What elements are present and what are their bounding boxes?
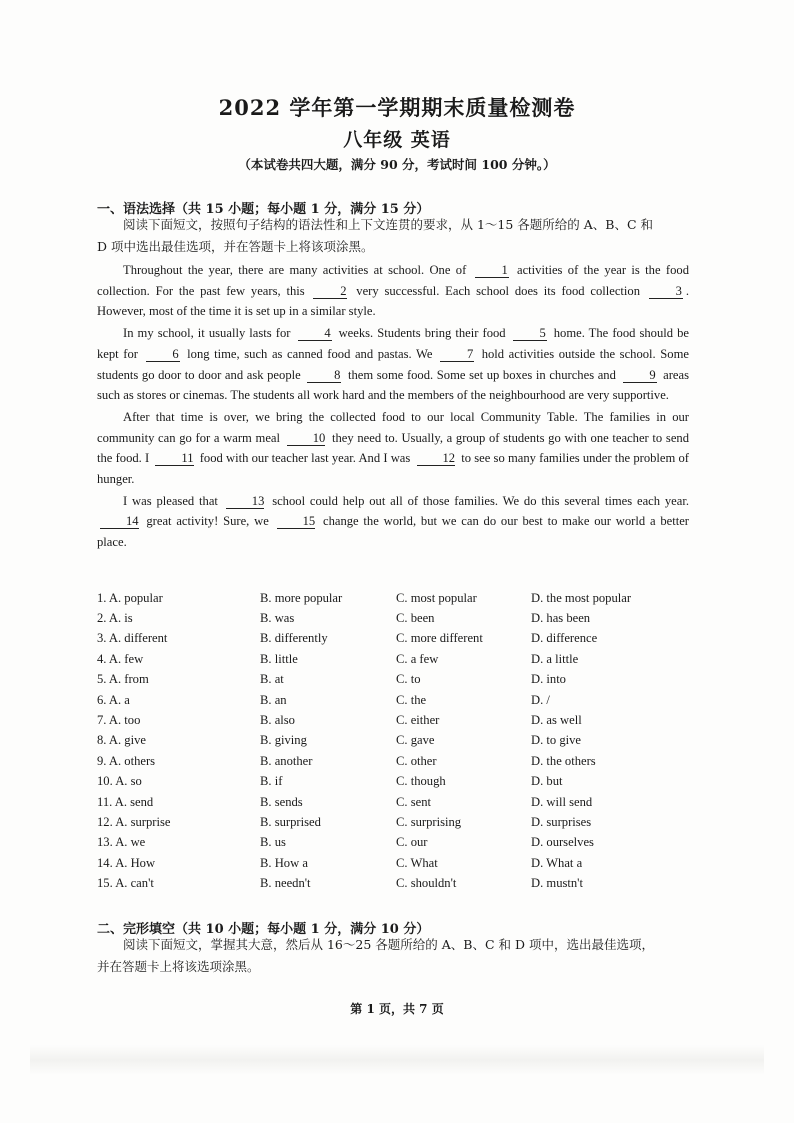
passage-text: school could help out all of those families. We do this several times each year.	[267, 493, 689, 508]
option-d: D. will send	[531, 794, 593, 809]
exam-subject: 八年级 英语	[343, 129, 451, 151]
section2-heading: 二、完形填空（共 10 小题；每小题 1 分，满分 10 分）	[97, 922, 430, 937]
option-row	[97, 833, 697, 853]
blank-6: 6	[146, 348, 180, 362]
option-b: B. little	[260, 651, 298, 666]
option-a: 3. A. different	[97, 631, 168, 646]
option-d: D. mustn't	[531, 876, 583, 891]
option-row	[97, 710, 697, 730]
option-c: C. sent	[396, 794, 431, 809]
option-row	[97, 629, 697, 649]
passage-paragraph	[97, 491, 689, 553]
option-d: D. the others	[531, 753, 596, 768]
section2-instructions	[97, 934, 689, 978]
blank-10: 10	[287, 432, 326, 446]
page-number: 第 1 页，共 7 页	[350, 1002, 444, 1016]
option-b: B. also	[260, 713, 295, 728]
option-b: B. was	[260, 611, 295, 626]
option-a: 14. A. How	[97, 855, 156, 870]
option-row	[97, 731, 697, 751]
option-c: C. more different	[396, 631, 483, 646]
option-a: 15. A. can't	[97, 876, 154, 891]
option-d: D. a little	[531, 651, 579, 666]
reading-passage	[97, 260, 689, 553]
option-row	[97, 772, 697, 792]
blank-7: 7	[440, 348, 474, 362]
passage-text: areas such as stores or cinemas. The students all work hard and the members of the neighbourhood are very supportive.	[97, 367, 689, 403]
option-b: B. more popular	[260, 590, 343, 605]
section1-instructions	[97, 214, 689, 258]
option-a: 5. A. from	[97, 672, 149, 687]
option-a: 7. A. too	[97, 713, 141, 728]
blank-13: 13	[226, 495, 265, 509]
passage-text: long time, such as canned food and pastas. We	[182, 346, 438, 361]
option-a: 11. A. send	[97, 794, 154, 809]
exam-note: （本试卷共四大题，满分 90 分，考试时间 100 分钟。）	[238, 157, 556, 172]
exam-title: 2022 学年第一学期期末质量检测卷	[218, 95, 576, 120]
option-a: 12. A. surprise	[97, 814, 171, 829]
option-row	[97, 608, 697, 628]
option-d: D. surprises	[531, 814, 592, 829]
section2-instructions-line1: 阅读下面短文，掌握其大意，然后从 16～25 各题所给的 A、B、C 和 D 项中，选出最佳选项，	[123, 937, 654, 952]
option-c: C. shouldn't	[396, 876, 457, 891]
passage-text: them some food. Some set up boxes in churches and	[344, 367, 620, 382]
option-b: B. needn't	[260, 876, 311, 891]
option-row	[97, 670, 697, 690]
blank-12: 12	[417, 452, 456, 466]
option-a: 8. A. give	[97, 733, 146, 748]
option-a: 9. A. others	[97, 753, 156, 768]
option-c: C. most popular	[396, 590, 477, 605]
blank-9: 9	[623, 369, 657, 383]
blank-15: 15	[277, 515, 316, 529]
blank-11: 11	[155, 452, 193, 466]
option-b: B. differently	[260, 631, 328, 646]
option-a: 13. A. we	[97, 835, 146, 850]
option-b: B. an	[260, 692, 287, 707]
option-c: C. either	[396, 713, 440, 728]
option-c: C. our	[396, 835, 428, 850]
option-d: D. into	[531, 672, 566, 687]
blank-2: 2	[313, 285, 347, 299]
passage-text: In my school, it usually lasts for	[123, 326, 295, 341]
passage-text: very successful. Each school does its food collection	[350, 283, 646, 298]
options-table	[97, 588, 697, 894]
passage-paragraph	[97, 323, 689, 406]
option-d: D. difference	[531, 631, 598, 646]
passage-text: hold activities outside the school. Some students go door to door and ask people	[97, 346, 689, 382]
passage-text: Throughout the year, there are many activities at school. One of	[123, 263, 472, 277]
option-d: D. ourselves	[531, 835, 594, 850]
option-a: 1. A. popular	[97, 590, 163, 605]
blank-5: 5	[513, 327, 547, 341]
option-b: B. How a	[260, 855, 308, 870]
passage-text: great activity! Sure, we	[141, 514, 274, 529]
option-row	[97, 751, 697, 771]
option-d: D. /	[531, 692, 550, 707]
option-c: C. been	[396, 611, 435, 626]
option-row	[97, 873, 697, 893]
passage-text: activities of the year is the food collection. For the past few years, this	[97, 263, 689, 298]
option-c: C. to	[396, 672, 421, 687]
blank-1: 1	[475, 264, 509, 278]
section1-instructions-line2: D 项中选出最佳选项，并在答题卡上将该项涂黑。	[97, 239, 374, 254]
passage-paragraph	[97, 407, 689, 490]
option-b: B. surprised	[260, 814, 321, 829]
passage-text: weeks. Students bring their food	[334, 326, 510, 341]
option-b: B. at	[260, 672, 284, 687]
option-a: 6. A. a	[97, 692, 130, 707]
blank-8: 8	[307, 369, 341, 383]
scan-shadow	[30, 1045, 764, 1075]
option-a: 4. A. few	[97, 651, 144, 666]
passage-text: home. The food should be kept for	[97, 326, 690, 361]
option-d: D. What a	[531, 855, 583, 870]
option-c: C. What	[396, 855, 438, 870]
passage-text: After that time is over, we bring the collected food to our local Community Table. The families in our community can go for a warm meal	[97, 409, 689, 445]
option-row	[97, 588, 697, 608]
section2-instructions-line2: 并在答题卡上将该选项涂黑。	[97, 959, 260, 974]
section1-instructions-line1: 阅读下面短文，按照句子结构的语法性和上下文连贯的要求，从 1～15 各题所给的 A、B、C 和	[123, 217, 654, 232]
option-d: D. the most popular	[531, 590, 632, 605]
option-d: D. has been	[531, 611, 591, 626]
option-c: C. surprising	[396, 814, 462, 829]
option-b: B. another	[260, 753, 313, 768]
option-c: C. gave	[396, 733, 435, 748]
option-c: C. a few	[396, 651, 439, 666]
option-row	[97, 649, 697, 669]
option-c: C. though	[396, 774, 446, 789]
option-a: 2. A. is	[97, 611, 133, 626]
blank-4: 4	[298, 327, 332, 341]
option-c: C. other	[396, 753, 437, 768]
option-d: D. as well	[531, 713, 582, 728]
option-b: B. us	[260, 835, 286, 850]
option-d: D. but	[531, 774, 563, 789]
option-b: B. if	[260, 774, 283, 789]
option-row	[97, 812, 697, 832]
blank-14: 14	[100, 515, 139, 529]
option-b: B. giving	[260, 733, 307, 748]
passage-paragraph	[97, 260, 689, 322]
option-c: C. the	[396, 692, 427, 707]
option-b: B. sends	[260, 794, 303, 809]
section1-heading: 一、语法选择（共 15 小题；每小题 1 分，满分 15 分）	[97, 202, 430, 217]
passage-text: change the world, but we can do our best to make our world a better place.	[97, 514, 690, 550]
option-row	[97, 853, 697, 873]
option-a: 10. A. so	[97, 774, 142, 789]
passage-text: I was pleased that	[123, 493, 223, 508]
blank-3: 3	[649, 285, 683, 299]
option-row	[97, 792, 697, 812]
passage-text: they need to. Usually, a group of students go with one teacher to send the food. I	[97, 430, 690, 466]
option-row	[97, 690, 697, 710]
passage-text: to see so many families under the problem of hunger.	[97, 451, 689, 487]
option-d: D. to give	[531, 733, 582, 748]
passage-text: . However, most of the time it is set up in a similar style.	[97, 283, 689, 319]
passage-text: food with our teacher last year. And I was	[196, 451, 414, 466]
